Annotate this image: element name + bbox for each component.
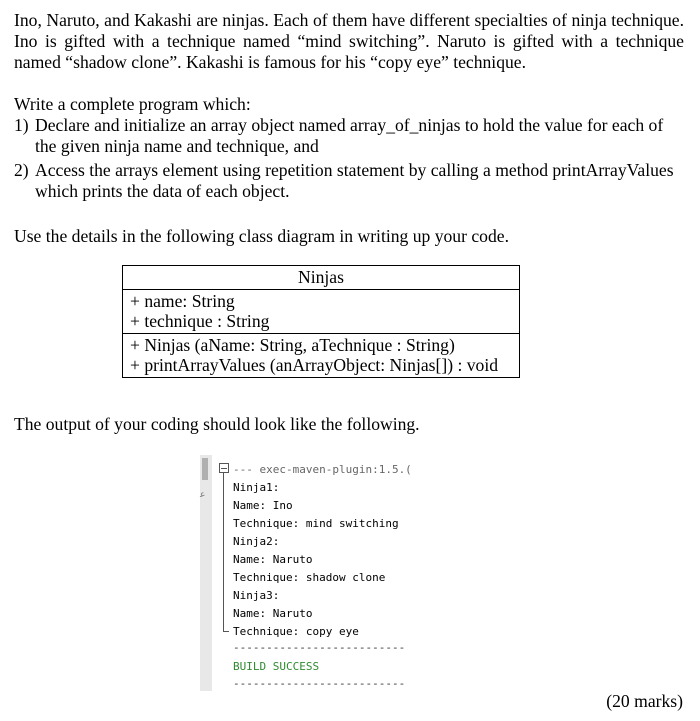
- task-heading: Write a complete program which:: [14, 94, 251, 114]
- marks-label: (20 marks): [606, 691, 683, 711]
- console-gutter: [200, 455, 212, 691]
- gutter-marker: [202, 458, 208, 480]
- method-constructor: + Ninjas (aName: String, aTechnique : String): [130, 334, 455, 355]
- task-item-number: 2): [14, 160, 29, 180]
- attribute-name: + name: String: [130, 290, 235, 311]
- console-output: [200, 455, 450, 691]
- console-line: Name: Naruto: [233, 607, 313, 620]
- class-diagram: [122, 265, 520, 378]
- diagram-intro: Use the details in the following class diagram in writing up your code.: [14, 226, 509, 246]
- task-item-1: [14, 115, 684, 157]
- class-name: Ninjas: [123, 266, 519, 290]
- console-line: Ninja3:: [233, 589, 280, 602]
- task-item-2: [14, 160, 684, 202]
- attribute-technique: + technique : String: [130, 311, 270, 331]
- method-print-array-values: + printArrayValues (anArrayObject: Ninjas[]) : void: [130, 355, 499, 375]
- fold-guide-end: [223, 631, 229, 632]
- class-attributes: [123, 290, 519, 334]
- class-methods: [123, 334, 519, 377]
- console-line: Technique: copy eye: [233, 625, 359, 638]
- build-status: BUILD SUCCESS: [233, 660, 320, 673]
- rerun-icon[interactable]: ﻋ: [200, 490, 206, 500]
- fold-guide: [223, 473, 224, 631]
- console-header: --- exec-maven-plugin:1.5.(: [233, 463, 412, 476]
- console-line: Technique: mind switching: [233, 517, 399, 530]
- console-line: Name: Naruto: [233, 553, 313, 566]
- console-rule: --------------------------: [233, 641, 406, 654]
- task-item-text: Access the arrays element using repetition statement by calling a method printArrayValues which prints the data of each object.: [35, 160, 674, 201]
- task-item-text: Declare and initialize an array object named array_of_ninjas to hold the value for each of the given ninja name and technique, and: [35, 115, 664, 156]
- intro-paragraph: Ino, Naruto, and Kakashi are ninjas. Each of them have different specialties of ninja technique. Ino is gifted with a technique named “mind switching”. Naruto is gifted with a technique named “shadow clone”. Kakashi is famous for his “copy eye” technique.: [14, 10, 684, 72]
- console-line: Ninja1:: [233, 481, 280, 494]
- console-line: Name: Ino: [233, 499, 293, 512]
- task-item-number: 1): [14, 115, 29, 135]
- console-line: Ninja2:: [233, 535, 280, 548]
- output-intro: The output of your coding should look like the following.: [14, 414, 420, 434]
- console-rule: --------------------------: [233, 677, 406, 690]
- collapse-icon[interactable]: [219, 463, 229, 473]
- console-line: Technique: shadow clone: [233, 571, 386, 584]
